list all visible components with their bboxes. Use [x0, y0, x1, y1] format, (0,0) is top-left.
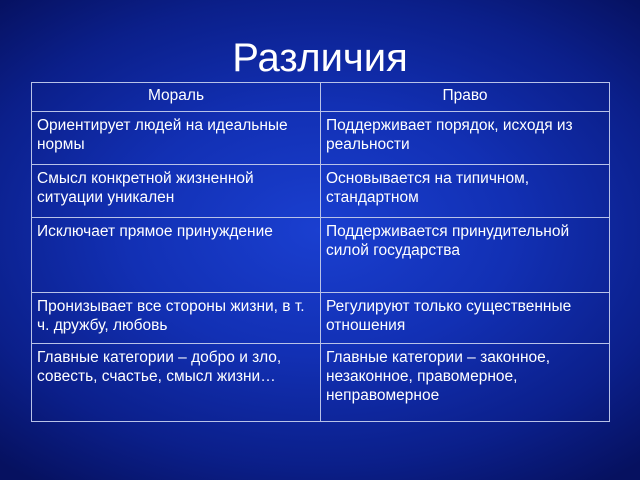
table-header-row	[32, 83, 610, 112]
table-row	[32, 112, 610, 165]
table-cell-law: Поддерживается принудительной силой государства	[321, 218, 610, 293]
table-cell-morality: Главные категории – добро и зло, совесть, счастье, смысл жизни…	[32, 344, 321, 422]
table-cell-law: Главные категории – законное, незаконное, правомерное, неправомерное	[321, 344, 610, 422]
table-row	[32, 165, 610, 218]
comparison-table	[31, 82, 610, 422]
table-cell-morality: Смысл конкретной жизненной ситуации уникален	[32, 165, 321, 218]
table-cell-law: Основывается на типичном, стандартном	[321, 165, 610, 218]
table-row	[32, 344, 610, 422]
table-cell-law: Регулируют только существенные отношения	[321, 293, 610, 344]
table-row	[32, 218, 610, 293]
table-cell-morality: Исключает прямое принуждение	[32, 218, 321, 293]
table-cell-morality: Пронизывает все стороны жизни, в т. ч. дружбу, любовь	[32, 293, 321, 344]
table-cell-law: Поддерживает порядок, исходя из реальности	[321, 112, 610, 165]
table-row	[32, 293, 610, 344]
slide-title: Различия	[232, 36, 408, 80]
header-morality: Мораль	[32, 83, 321, 112]
header-law: Право	[321, 83, 610, 112]
table-cell-morality: Ориентирует людей на идеальные нормы	[32, 112, 321, 165]
